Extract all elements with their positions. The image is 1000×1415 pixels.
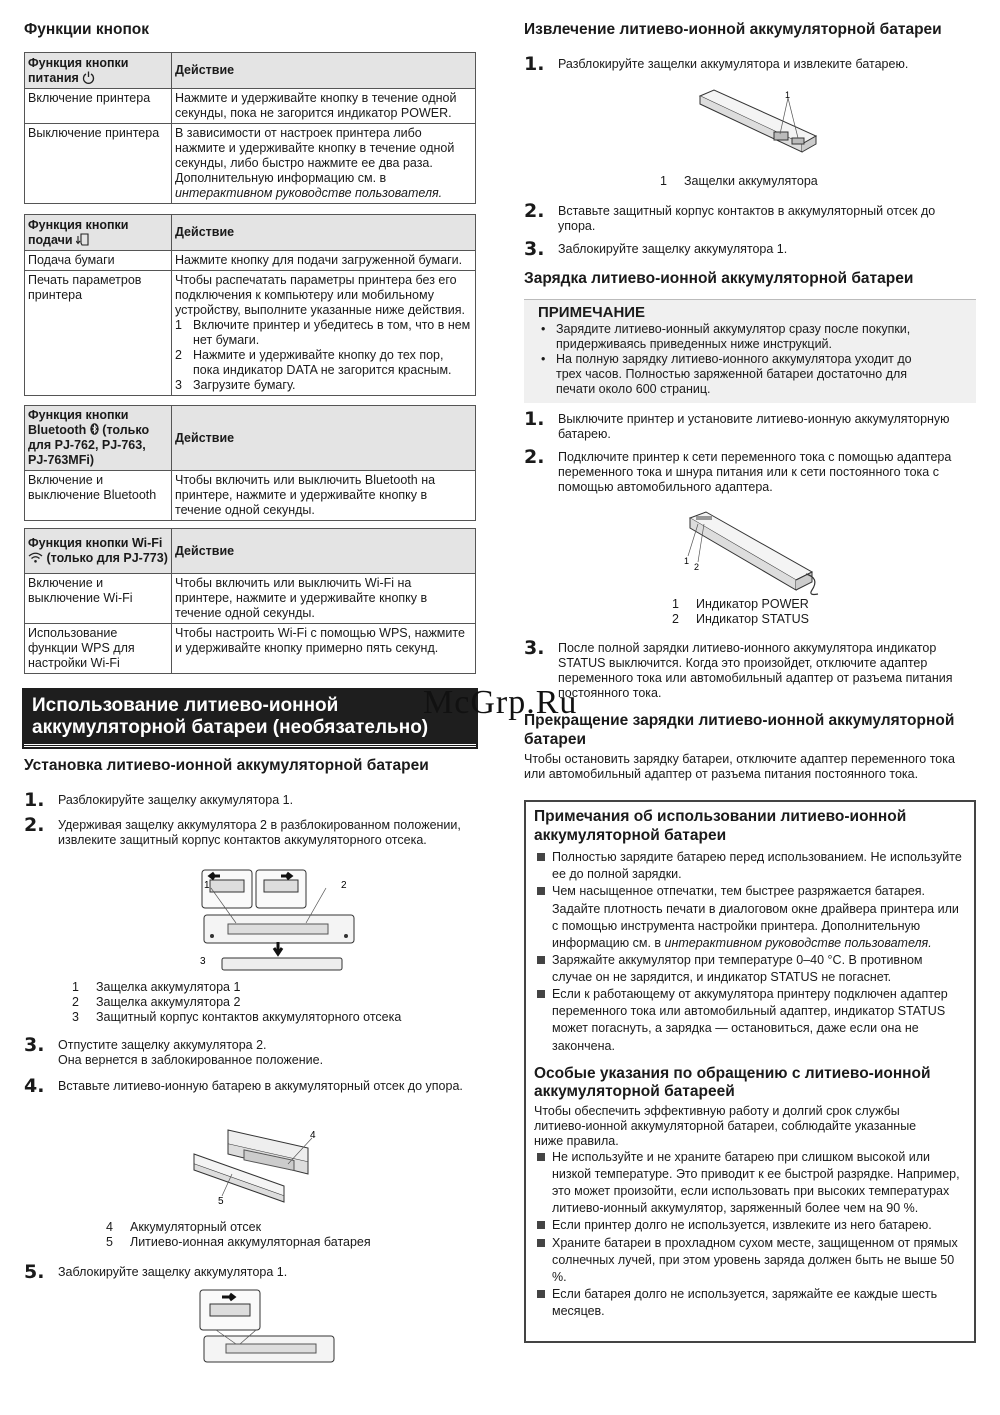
battery-notes-box [524,800,976,1343]
remove-step-2 [524,200,976,234]
list-item: Храните батареи в прохладном сухом месте, защищенном от прямых солнечных лучей, при этом уровень заряда должен быть не выше 50 %. [534,1235,966,1286]
table-cell-function: Подача бумаги [25,251,172,271]
note-item: • Зарядите литиево-ионный аккумулятор сразу после покупки, придерживаясь приведенных ниже инструкций. [538,322,938,352]
fig-label-2: 2 [341,880,347,891]
fig-label-latch: 1 [785,90,791,100]
install-step-1 [24,789,476,811]
bt-table-header-action: Действие [172,406,476,471]
table-cell-action: Чтобы настроить Wi-Fi с помощью WPS, нажмите и удерживайте кнопку примерно пять секунд. [172,624,476,674]
install-step-5 [24,1261,476,1283]
list-item: Если принтер долго не используется, извлеките из него батарею. [534,1217,966,1234]
table-cell-function: Использование функции WPS для настройки Wi-Fi [25,624,172,674]
fig-label-5: 5 [218,1196,224,1207]
banner-line-1: Использование литиево-ионной [32,695,339,716]
battery-insert-illustration [188,1124,338,1216]
charge-note [524,299,976,403]
step-number: 3. [24,1034,45,1056]
table-row [25,124,476,204]
charging-illustration [680,508,830,598]
step-number: 3. [524,238,545,260]
battery-section-banner [24,690,476,747]
stop-charging-title: Прекращение зарядки литиево-ионной аккумуляторной батареи [524,712,955,748]
bluetooth-icon [90,423,99,435]
feed-button-table [24,214,476,396]
table-cell-action: Чтобы включить или выключить Bluetooth на принтере, нажмите и удерживайте кнопку в течение одной секунды. [172,471,476,521]
table-row [25,251,476,271]
feed-table-header-function: Функция кнопки подачи [25,215,172,251]
table-row [25,624,476,674]
box-title: Примечания об использовании литиево-ионной аккумуляторной батареи [534,808,907,844]
table-cell-action [172,271,476,396]
box-intro: Чтобы обеспечить эффективную работу и долгий срок службы литиево-ионной аккумуляторной батареи, соблюдайте указанные ниже правила. [534,1103,917,1148]
legend-item: 1 Защелка аккумулятора 1 [72,980,241,994]
power-button-table [24,52,476,204]
legend-item: 2 Защелка аккумулятора 2 [72,995,241,1009]
table-row [25,574,476,624]
note-title: ПРИМЕЧАНИЕ [538,304,646,321]
table-row [25,89,476,124]
remove-step-3 [524,238,976,260]
table-cell-action: Нажмите кнопку для подачи загруженной бумаги. [172,251,476,271]
watermark: McGrp.Ru [423,684,578,721]
wifi-button-table [24,528,476,674]
step-text: Отпустите защелку аккумулятора 2. [58,1038,267,1052]
legend-item: 4 Аккумуляторный отсек [106,1220,262,1234]
step-text: Вставьте защитный корпус контактов в аккумуляторный отсек до упора. [558,204,936,233]
power-table-header-action: Действие [172,53,476,89]
battery-latch-illustration [176,868,366,976]
install-legend [72,980,401,1025]
step-number: 5. [24,1261,45,1283]
list-item: 1 Включите принтер и убедитесь в том, что в нем нет бумаги. [175,318,471,347]
wifi-table-header-action: Действие [172,529,476,574]
step-text: После полной зарядки литиево-ионного аккумулятора индикатор STATUS выключится. Когда это произойдет, отключите адаптер переменного тока или автомобильный адаптер от разъема питания постоянного тока. [558,641,953,700]
step-number: 1. [524,53,545,75]
feed-table-header-action: Действие [172,215,476,251]
install-battery-title: Установка литиево-ионной аккумуляторной батареи [24,757,429,774]
table-cell-function: Включение принтера [25,89,172,124]
list-item: Не используйте и не храните батарею при слишком высокой или низкой температуре. Это приводит к ее быстрой разрядке. Например, это может произойти, если использовать при высоких температурах литиево-ионный аккумулятор, заряженный более чем на 90 %. [534,1149,966,1218]
step-text: Удерживая защелку аккумулятора 2 в разблокированном положении, извлеките защитный корпус контактов аккумуляторного отсека. [58,818,461,847]
table-row [25,271,476,396]
table-cell-function: Включение и выключение Bluetooth [25,471,172,521]
step-subtext: Она вернется в заблокированное положение. [58,1053,324,1067]
list-item: Полностью зарядите батарею перед использованием. Не используйте ее до полной зарядки. [534,849,966,883]
battery-lock-illustration [176,1288,346,1368]
step-number: 1. [24,789,45,811]
fig-label-4: 4 [310,1130,316,1141]
install-step-4 [24,1075,476,1097]
charge-step-2 [524,446,976,495]
table-cell-action: В зависимости от настроек принтера либо нажмите и удерживайте кнопку в течение одной секунды, либо быстро нажмите ее два раза. Дополнительную информацию см. в интерактивном руководстве пользователя. [172,124,476,204]
remove-battery-title: Извлечение литиево-ионной аккумуляторной батареи [524,21,942,38]
power-table-header-function: Функция кнопки питания [25,53,172,89]
step-number: 3. [524,637,545,659]
step-text: Разблокируйте защелку аккумулятора 1. [58,793,294,807]
fig-label-power: 1 [684,556,690,566]
step-text: Разблокируйте защелки аккумулятора и извлеките батарею. [558,57,909,71]
step-number: 1. [524,408,545,430]
legend-item: 5 Литиево-ионная аккумуляторная батарея [106,1235,371,1249]
bluetooth-button-table [24,405,476,521]
button-functions-title: Функции кнопок [24,21,150,38]
box-title: Особые указания по обращению с литиево-ионной аккумуляторной батареей [534,1064,931,1101]
step-text: Выключите принтер и установите литиево-ионную аккумуляторную батарею. [558,412,950,441]
charge-battery-title: Зарядка литиево-ионной аккумуляторной батареи [524,270,914,287]
battery-remove-illustration [694,86,824,162]
fig-label-1: 1 [204,880,210,891]
list-item: 3 Загрузите бумагу. [175,378,296,392]
feed-icon [76,233,90,246]
list-item: Заряжайте аккумулятор при температуре 0–40 °C. В противном случае он не зарядится, и индикатор STATUS не погаснет. [534,952,966,986]
table-cell-action: Чтобы включить или выключить Wi-Fi на принтере, нажмите и удерживайте кнопку в течение одной секунды. [172,574,476,624]
step-text: Вставьте литиево-ионную батарею в аккумуляторный отсек до упора. [58,1079,463,1093]
list-item: Если батарея долго не используется, заряжайте ее каждые шесть месяцев. [534,1286,966,1320]
legend-item: 2 Индикатор STATUS [672,612,810,626]
table-row [25,471,476,521]
legend-item: 1 Индикатор POWER [672,597,809,611]
remove-step-1 [524,53,976,75]
remove-legend [660,174,818,189]
note-item: • На полную зарядку литиево-ионного аккумулятора уходит до трех часов. Полностью заряженной батареи достаточно для печати около 600 страниц. [538,352,938,397]
step-text: Заблокируйте защелку аккумулятора 1. [558,242,788,256]
insert-legend [106,1220,371,1250]
list-item: Если к работающему от аккумулятора принтеру подключен адаптер переменного тока или автомобильный адаптер, индикатор STATUS может погаснуть, а зарядка — остановиться, даже если она не закончена. [534,986,966,1055]
step-number: 2. [24,814,45,836]
bt-table-header-function: Функция кнопки Bluetooth (только для PJ-762, PJ-763, PJ-763MFi) [25,406,172,471]
charge-step-3 [524,637,976,701]
install-step-3 [24,1034,476,1068]
banner-line-2: аккумуляторной батареи (необязательно) [32,716,429,738]
step-text: Подключите принтер к сети переменного тока с помощью адаптера переменного тока и шнура питания или к сети постоянного тока с помощью автомобильного адаптера. [558,450,952,494]
stop-charging-text: Чтобы остановить зарядку батареи, отключите адаптер переменного тока или автомобильный адаптер от разъема питания постоянного тока. [524,752,955,781]
fig-label-status: 2 [694,562,700,572]
step-number: 2. [524,200,545,222]
legend-item: 1 Защелки аккумулятора [660,174,818,188]
table-cell-action: Нажмите и удерживайте кнопку в течение одной секунды, пока не загорится индикатор POWER. [172,89,476,124]
install-step-2 [24,814,476,848]
legend-item: 3 Защитный корпус контактов аккумуляторного отсека [72,1010,402,1024]
list-item: Чем насыщенное отпечатки, тем быстрее разряжается батарея. Задайте плотность печати в диалоговом окне драйвера принтера или с помощью инструмента настройки принтера. Дополнительную информацию см. в интерактивном руководстве пользователя. [534,883,966,952]
charge-legend [672,597,809,627]
list-item: 2 Нажмите и удерживайте кнопку до тех пор, пока индикатор DATA не загорится красным. [175,348,452,377]
step-number: 2. [524,446,545,468]
step-number: 4. [24,1075,45,1097]
fig-label-3: 3 [200,956,206,967]
table-cell-function: Включение и выключение Wi-Fi [25,574,172,624]
wifi-icon [28,552,43,563]
table-cell-function: Выключение принтера [25,124,172,204]
charge-step-1 [524,408,976,442]
wifi-table-header-function: Функция кнопки Wi-Fi (только для PJ-773) [25,529,172,574]
step-text: Заблокируйте защелку аккумулятора 1. [58,1265,288,1279]
power-icon [82,71,95,84]
feed-action-text: Чтобы распечатать параметры принтера без его подключения к компьютеру или мобильному устройству, выполните указанные ниже действия. [175,273,465,317]
table-cell-function: Печать параметров принтера [25,271,172,396]
